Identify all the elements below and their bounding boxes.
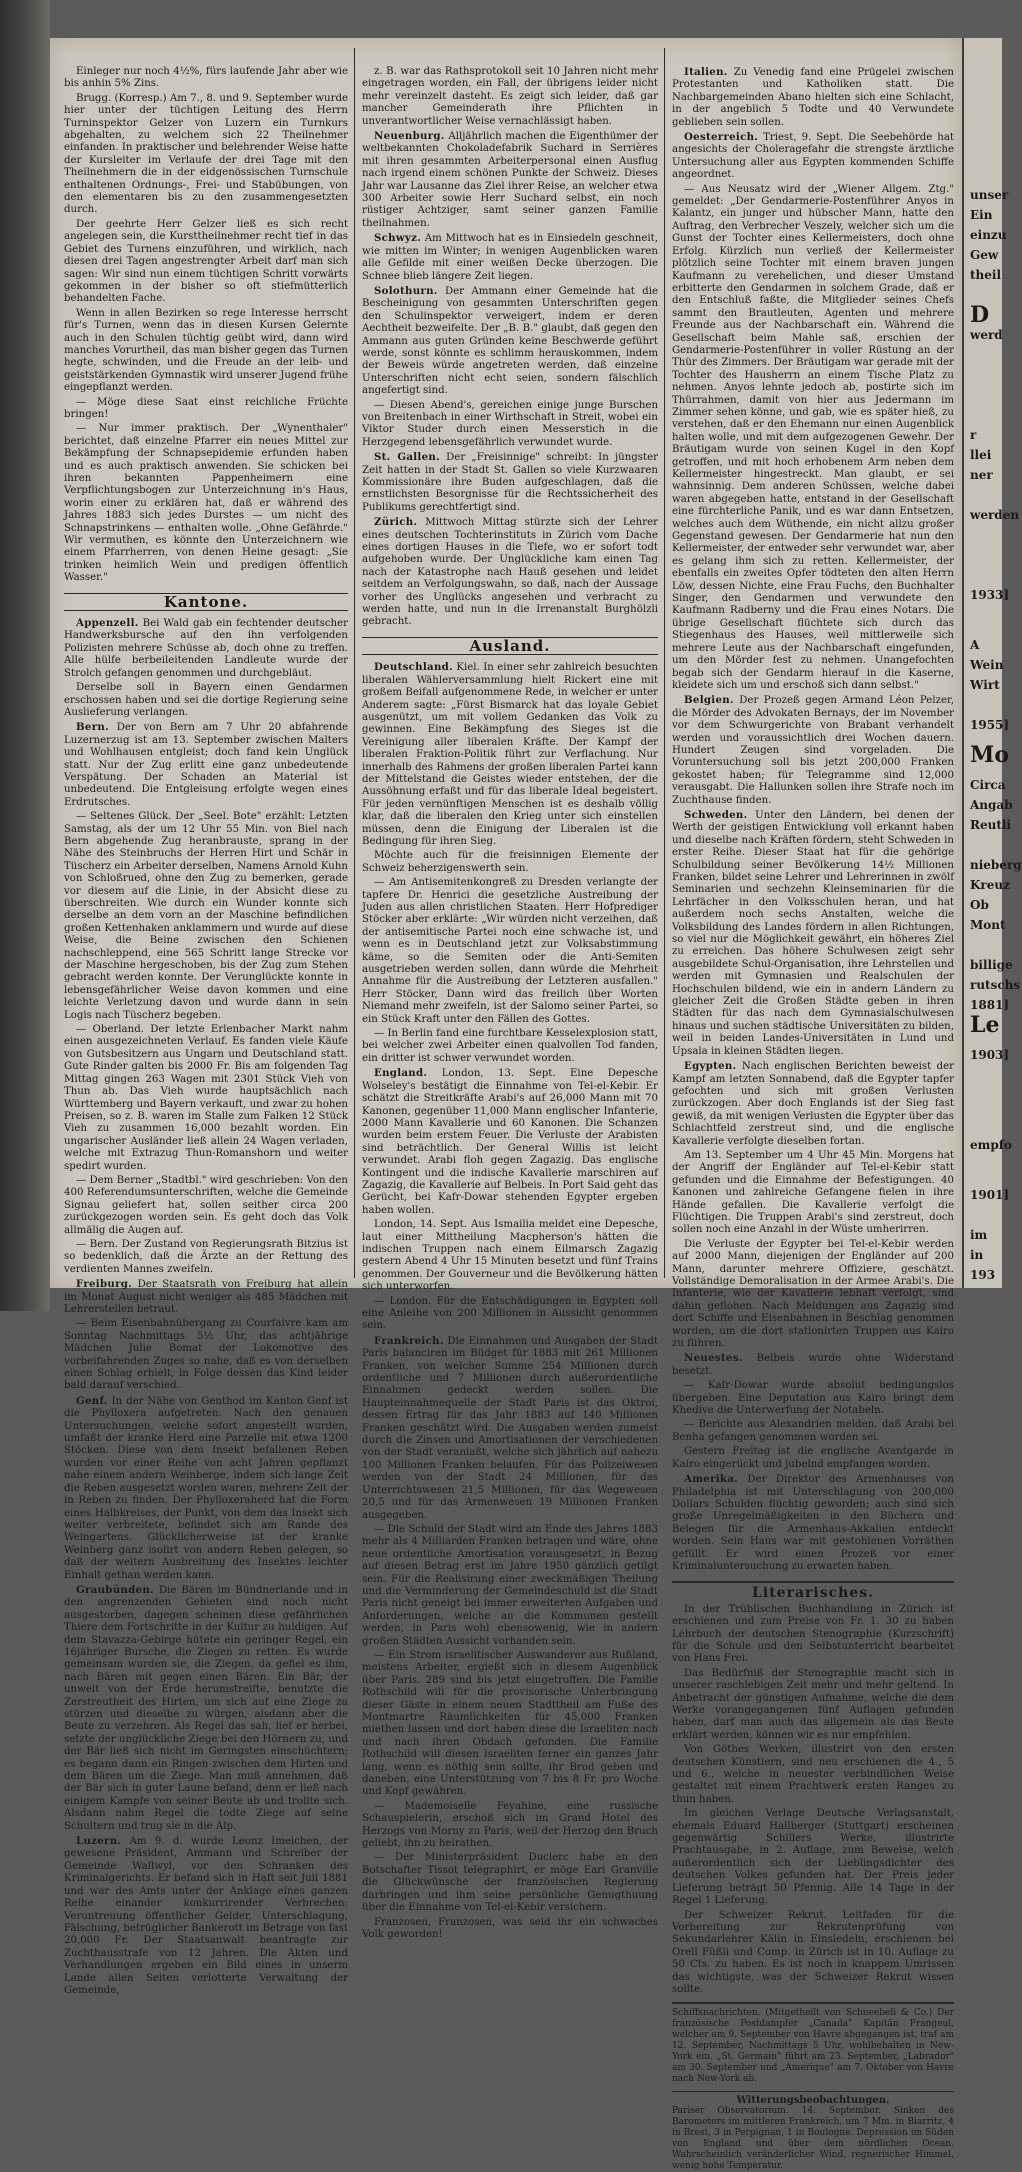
- article-text: z. B. war das Rathsprotokoll seit 10 Jahren nicht mehr eingetragen worden, ein Fall, der übrigens leider nicht mehr vereinzelt dasteht. Es zeigt sich leider, daß gar mancher Gemeinderath ihre Pflichten in unverantwortlicher Weise vernachlässigt haben.: [362, 66, 658, 127]
- article-paragraph: [64, 93, 348, 217]
- article-paragraph: [672, 1352, 954, 1378]
- article-paragraph: [362, 1067, 658, 1217]
- adjacent-page-fragment: unser: [970, 188, 1009, 202]
- article-paragraph: [362, 850, 658, 875]
- article-text: Der Staatsrath von Freiburg hat allein im Monat August nicht weniger als 485 Mädchen mit Lehrerstellen betraut.: [64, 1279, 348, 1315]
- article-paragraph: [672, 694, 954, 807]
- article-paragraph: [64, 682, 348, 719]
- article-text: Am Mittwoch hat es in Einsiedeln geschneit, wie mitten im Winter; in wenigen Augenblicken waren alle Gefilde mit einer weißen Decke überzogen. Die Schnee blieb längere Zeit liegen.: [362, 233, 658, 282]
- article-text: Möchte auch für die freisinnigen Elemente der Schweiz beherzigenswerth sein.: [362, 850, 658, 874]
- article-paragraph: [672, 131, 954, 182]
- adjacent-page-fragment: 1901]: [970, 1188, 1010, 1202]
- article-paragraph: [672, 1808, 954, 1907]
- adjacent-page-fragment: Le: [970, 1012, 1000, 1038]
- article-dateline: Schweden.: [684, 808, 748, 821]
- article-paragraph: [672, 809, 954, 1058]
- article-paragraph: [672, 1668, 954, 1742]
- adjacent-page-fragment: 1881]: [970, 998, 1010, 1012]
- article-text: Triest, 9. Sept. Die Seebehörde hat angesichts der Choleragefahr die strengste ärztliche Untersuchung aller aus Egypten kommenden Schiffe angeordnet.: [672, 132, 954, 181]
- article-dateline: Schwyz.: [374, 232, 422, 245]
- article-text: — Seltenes Glück. Der „Seel. Bote" erzählt: Letzten Samstag, als der um 12 Uhr 55 Min. von Biel nach Bern abgehende Zug heranbrauste, sprang in der Nähe des Steinbruchs der Herren Hirt und Schär in Tüscherz ein Arbeiter derselben, Namens Arnold Kuhn von Schloßrued, ohne den Zug zu bemerken, gerade vor diesem auf die Linie, in der Absicht diese zu überschreiten. Wie durch ein Wunder konnte sich derselbe an dem vorn an der Maschine befindlichen großen Kettenhaken anklammern und wurde auf diese Weise, die Beine zwischen den Schienen nachschleppend, eine 565 Schritt lange Strecke vor der Maschine hergeschoben, bis der Zug zum Stehen gebracht werden konnte. Der Verunglückte konnte in lebensgefährlicher Weise davon kommen und eine leichte Verletzung davon und wurde dann in sein Logis nach Tüscherz begeben.: [64, 811, 348, 1021]
- article-text: Die Bären im Bündnerlande und in den angrenzenden Gebieten sind noch nicht ausgestorben, dagegen scheinen diese gefährlichen Thiere dem Fortschritte in der Kultur zu huldigen. Auf dem Stavazza-Gebirge hütete ein geringer Regel, ein 16jähriger Bursche, die Ziegen zu retten. Es wurde gemeinsam wurden sie, die Ziegen, da gefiel es ihm, nach Bären mit gegen einen Bären. Ein Bär, der unweit von der Erde herumstreifte, benutzte die Zerstreutheit des Hirten, um sich auf eine Ziege zu stürzen und dieselbe zu würgen, alsdann aber die Beute zu verzehren. Als Regel das sah, lief er herbei, setzte der unglückliche Ziege bei den Hörnern zu, und der Bär ließ sich nicht im Geringsten einschüchtern; es begann dann ein Ringen zwischen dem Hirten und dem Bären um die Ziege. Man muß annehmen, daß der Bär sich in guter Laune befand, denn er ließ nach einigem Kampfe von seiner Beute ab und trollte sich. Alsdann nahm Regel die todte Ziege auf seine Schultern und trug sie in die Alp.: [64, 1584, 348, 1832]
- adjacent-page-fragment: theil: [970, 268, 1002, 282]
- adjacent-page-fragment: werd: [970, 328, 1003, 342]
- article-paragraph: [64, 397, 348, 422]
- article-dateline: Genf.: [76, 1394, 108, 1407]
- article-paragraph: [672, 1380, 954, 1417]
- article-paragraph: [64, 219, 348, 306]
- article-text: — Die Schuld der Stadt wird am Ende des Jahres 1883 mehr als 4 Milliarden Franken betragen und wäre, ohne neue ordentliche Amortisation vorausgesetzt, in Bezug auf diesen Betrag erst im Jahre 1950 gänzlich getilgt sein. Für die Realisirung einer zweckmäßigen Theilung und die Verminderung der Gemeindeschuld ist die Stadt Paris nicht geneigt bei immer erweiterten Aufgaben und Anforderungen, welche an die Kommunen gestellt werden, in Paris wohl ebensowenig, wie in andern großen Städten Aussicht vorhanden sein.: [362, 1523, 658, 1647]
- article-text: Der „Freisinnige" schreibt: In jüngster Zeit hatten in der Stadt St. Gallen so viele Kurzwaaren Kommissionäre ihre Buden aufgeschlagen, daß die ernstlichsten Besorgnisse für die Rechtssicherheit des Publikums gerechtfertigt sind.: [362, 452, 658, 513]
- article-paragraph: [362, 1219, 658, 1293]
- article-paragraph: [362, 1917, 658, 1942]
- adjacent-page-fragment: im: [970, 1228, 988, 1242]
- article-paragraph: [362, 1852, 658, 1914]
- weather-report: [672, 2091, 954, 2172]
- article-paragraph: [64, 1175, 348, 1237]
- article-dateline: St. Gallen.: [374, 451, 440, 464]
- article-text: Einleger nur noch 4½%, fürs laufende Jahr aber wie bis anhin 5% Zins.: [64, 66, 348, 90]
- article-text: Am 9. d. wurde Leonz Imeichen, der gewesene Präsident, Ammann und Schreiber der Gemeinde Wallwyl, vor den Schranken des Kriminalgerichts. Er befand sich in Haft seit Juli 1881 und war des Amts unter der Anklage eines ganzen Reihe einander konkurrirender Verbrechen: Veruntreuung öffentlicher Gelder, Unterschlagung, Fälschung, betrüglicher Bankerott im Betrage von fast 20,000 Fr. Der Staatsanwalt beantragte zur Zuchthausstrafe von 12 Jahren. Die Akten und Verhandlungen ergeben ein Bild eines in unserm Lande allen Seiten verlotterte Verwaltung der Gemeinde,: [64, 1836, 348, 1996]
- article-paragraph: [672, 1419, 954, 1444]
- article-text: Der Prozeß gegen Armand Léon Pelzer, die Mörder des Advokaten Bernays, der im November vor dem Schwurgerichte von Brabant verhandelt werden und voraussichtlich drei Wochen dauern. Hundert Zeugen sind vorgeladen. Die Voruntersuchung soll bis jetzt 200,000 Franken gekostet haben; für Telegramme sind 12,000 verausgabt. Die Hallunken sollen ihre Strafe noch im Zuchthause finden.: [672, 695, 954, 806]
- article-paragraph: [64, 721, 348, 809]
- article-text: — In Berlin fand eine furchtbare Kesselexplosion statt, bei welcher zwei Arbeiter einen qualvollen Tod fanden, ein dritter ist schwer verwundet worden.: [362, 1028, 658, 1064]
- article-text: Im gleichen Verlage Deutsche Verlagsanstalt, ehemals Eduard Hallberger (Stuttgart) erscheinen gegenwärtig Schillers Werke, illustrirte Prachtausgabe, in 2. Auflage, zum Beweise, welch außerordentlich sich der Lieblingsdichter des deutschen Volkes gefunden hat. Der Preis jeder Lieferung beträgt 50 Pfennig. Alle 14 Tage in der Regel 1 Lieferung.: [672, 1808, 954, 1907]
- article-paragraph: [64, 1239, 348, 1276]
- article-paragraph: [672, 1150, 954, 1237]
- article-paragraph: [362, 130, 658, 230]
- adjacent-page-fragment: 1933]: [970, 588, 1010, 602]
- adjacent-page-fragment: D: [970, 302, 990, 328]
- article-paragraph: [672, 1473, 954, 1573]
- article-paragraph: [362, 400, 658, 450]
- article-paragraph: [672, 66, 954, 129]
- article-paragraph: [64, 308, 348, 395]
- adjacent-page-fragment: rutschs: [970, 978, 1021, 992]
- article-dateline: Egypten.: [684, 1060, 737, 1073]
- article-dateline: Amerika.: [684, 1473, 739, 1486]
- article-paragraph: [362, 232, 658, 283]
- adjacent-page-fragment: Kreuz: [970, 878, 1010, 892]
- article-text: Das Bedürfniß der Stenographie macht sich in unserer raschlebigen Zeit mehr und mehr geltend. In Anbetracht der günstigen Aufnahme, welche die dem Werke vorangegangenen fünf Auflagen gefunden haben, darf man auch das allgemein als das Beste erklärt werden, können wir es nur empfehlen.: [672, 1667, 954, 1741]
- adjacent-page-fragment: Mo: [970, 742, 1010, 768]
- article-dateline: Graubünden.: [76, 1583, 154, 1596]
- article-text: — Möge diese Saat einst reichliche Früchte bringen!: [64, 396, 348, 420]
- column-rule: [664, 48, 665, 1278]
- column-1: [64, 66, 348, 1996]
- article-dateline: Appenzell.: [76, 617, 139, 630]
- adjacent-page-fragment: 1955]: [970, 718, 1010, 732]
- adjacent-page-fragment: in: [970, 1248, 984, 1262]
- article-dateline: England.: [374, 1067, 428, 1080]
- column-3-paragraphs: [672, 66, 954, 1573]
- adjacent-page-fragment: llei: [970, 448, 992, 462]
- column-rule: [354, 48, 355, 1278]
- shipping-news: Schiffsnachrichten. (Mitgetheilt von Schneebeli & Co.) Der französische Postdampfer „Canada" Kapitän Frangeul, welcher am 9. September von Havre abgegangen ist, traf am 12. September, Nachmittags 5 Uhr, wohlbehalten in New-York ein. „St. Germain" führt am 23. September, „Labrador" am 30. September und „Amerique" am 7. Oktober von Havre nach New-York ab.: [672, 2002, 954, 2085]
- article-text: — Bern. Der Zustand von Regierungsrath Bitzius ist so bedenklich, daß die Ärzte an der Rettung des verdienten Mannes zweifeln.: [64, 1238, 348, 1275]
- article-paragraph: [64, 1584, 348, 1833]
- article-paragraph: [362, 451, 658, 514]
- article-paragraph: [362, 66, 658, 128]
- article-paragraph: [64, 423, 348, 584]
- article-paragraph: [672, 1060, 954, 1148]
- article-paragraph: [64, 66, 348, 91]
- article-text: Die Einnahmen und Ausgaben der Stadt Paris balanciren im Büdget für 1883 mit 261 Millionen Franken, von welcher Summe 254 Millionen durch ordentliche und 7 Millionen durch außerordentliche Einnahmen gedeckt werden sollen. Die Haupteinnahmequelle der Stadt Paris ist das Oktroi, dessen Ertrag für das Jahr 1883 auf 140 Millionen Franken geschätzt wird. Die Ausgaben werden zumeist durch die Zinsen und Amortisationen der verschiedenen von der Stadt veranlaßt, welche sich jährlich auf nahezu 100 Millionen Franken belaufen. Für das Polizeiwesen werden von der Stadt 24 Millionen, für das Unterrichtswesen 21,5 Millionen, für das Wegewesen 20,5 und für das Armenwesen 19 Millionen Franken ausgegeben.: [362, 1335, 658, 1521]
- adjacent-page-fragment: Wirt: [970, 678, 1000, 692]
- adjacent-page-fragment: Mont: [970, 918, 1006, 932]
- article-paragraph: [362, 1296, 658, 1333]
- article-dateline: Frankreich.: [374, 1334, 444, 1347]
- article-text: Mittwoch Mittag stürzte sich der Lehrer eines deutschen Tochterinstituts in Zürich vom Dache eines dortigen Hauses in die Tiefe, wo er sofort todt aufgehoben wurde. Der Unglückliche kam einen Tag nach der Katastrophe nach Hauß gesehen und leidet seitdem an Verfolgungswahn, so daß, nach der Aussage vorher des Unglücks angesehen und verbracht zu werden hatte, und nun in die Irrenanstalt Burghölzli gebracht.: [362, 517, 659, 628]
- adjacent-page-fragment: Circa: [970, 778, 1006, 792]
- article-paragraph: [64, 617, 348, 680]
- article-dateline: Zürich.: [374, 516, 418, 529]
- article-text: London, 13. Sept. Eine Depesche Wolseley's bestätigt die Einnahme von Tel-el-Kebir. Er schätzt die Streitkräfte Arabi's auf 26,000 Mann mit 70 Kanonen, gegenüber 11,000 Mann englischer Infanterie, 2000 Mann Kavallerie und 60 Kanonen. Die Schanzen wurden beim erstem Feuer. Die Verluste der Arabisten sind beträchtlich. Der General Willis ist leicht verwundet. Arabi floh gegen Zagazig. Das englische Kontingent und die indische Kavallerie marschiren auf Zagazig, die Kavallerie auf Belbeis. In Port Said geht das Gerücht, bei Kafr-Dowar stehenden Egypter ergeben haben wollen.: [362, 1068, 658, 1216]
- article-text: Bei Wald gab ein fechtender deutscher Handwerksbursche auf den ihn verfolgenden Polizisten mehrere Schüsse ab, doch ohne zu treffen. Alle hülfe berbeileitenden Landleute wurde der Strolch gefangen genommen und durchgebläut.: [64, 618, 348, 679]
- adjacent-page-fragment: nieberg: [970, 858, 1022, 872]
- article-dateline: Luzern.: [76, 1835, 122, 1848]
- article-paragraph: [64, 1278, 348, 1316]
- article-paragraph: [64, 1395, 348, 1582]
- article-paragraph: [362, 285, 658, 398]
- article-paragraph: [64, 1835, 348, 1997]
- article-text: Franzosen, Franzosen, was seid ihr ein schwaches Volk geworden!: [362, 1916, 658, 1940]
- article-dateline: Oesterreich.: [684, 131, 759, 144]
- article-text: Gestern Freitag ist die englische Avantgarde in Kairo eingerückt und jubelnd empfangen worden.: [672, 1446, 954, 1470]
- article-text: Belbeis wurde ohne Widerstand besetzt.: [672, 1353, 954, 1377]
- column-2: [362, 66, 659, 1940]
- article-paragraph: [362, 661, 658, 848]
- weather-title: Witterungsbeobachtungen.: [736, 2095, 890, 2107]
- article-text: Zu Venedig fand eine Prügelei zwischen Protestanten und Katholiken statt. Die Nachbargemeinden Abano hielten sich eine Schlacht, in der angeblich 5 Todte und 40 Verwundete geblieben sein sollen.: [672, 67, 954, 128]
- article-text: — Am Antisemitenkongreß zu Dresden verlangte der tapfere Dr. Henrici die gesetzliche Austreibung der Juden aus allen christlichen Staaten. Herr Hofprediger Stöcker aber erklärte: „Wir würden nicht verzeihen, daß der antisemitische Partei noch eine schwache ist, und wenn es in Deutschland jetzt zur Volksabstimmung käme, so die Semiten oder die Anti-Semiten ausgetrieben werden sollen, dann würde die Mehrheit Annahme für die Austreibung der Letzteren ausfallen." Herr Stöcker, Dann wird das freilich über Worten Niemand mehr zweifeln, ist der Salomo seiner Partei, so ein Stück Kraft unter den Fällen des Gottes.: [362, 877, 658, 1025]
- adjacent-page-edge: [962, 38, 1022, 1288]
- adjacent-page-fragment: billige: [970, 958, 1013, 972]
- adjacent-page-fragment: Ein: [970, 208, 993, 222]
- article-text: Von Göthes Werken, illustrirt von den ersten deutschen Künstlern, sind neu erschienen die 4., 5 und 6., welche in neuester verbindlichen Weise gestaltet mit einem Prachtwerk ersten Ranges zu thun haben.: [672, 1744, 954, 1805]
- article-text: Nach englischen Berichten beweist der Kampf am letzten Sonnabend, daß die Egypter tapfer gefochten und sich mit großen Verlusten zurückzogen. Aber doch Englands ist der Sieg fast gewiß, da mit wenigen Verlusten die Egypter über das Schlachtfeld zerstreut sind, und die englische Kavallerie verfolgte dieselben fortan.: [672, 1061, 954, 1147]
- article-text: London, 14. Sept. Aus Ismailia meldet eine Depesche, laut einer Mittheilung Macpherson's hätten die indischen Truppen nach einem Eilmarsch Zagazig gestern Abend 4 Uhr 15 Minuten besetzt und fünf Trains genommen. Der Gouverneur und die Bevölkerung hätten sich unterworfen.: [362, 1219, 658, 1293]
- article-paragraph: [672, 1239, 954, 1351]
- adjacent-page-fragment: einzu: [970, 228, 1007, 242]
- article-text: — Beim Eisenbahnübergang zu Courfaivre kam am Sonntag Nachmittags 5½ Uhr, das achtjährige Mädchen Julie Bomat der Lokomotive des vorbeifahrenden Zuges so nahe, daß es von derselben einen Schlag erhielt, in Folge dessen das Kind leider bald darauf verschied.: [64, 1318, 348, 1392]
- article-dateline: Solothurn.: [374, 284, 438, 297]
- article-paragraph: [672, 1910, 954, 1997]
- article-paragraph: [672, 184, 954, 693]
- article-text: In der Nähe von Genthod im Kanton Genf ist die Phylloxera aufgetreten. Nach den genauen Untersuchungen, welche sofort angestellt wurden, umfaßt der kranke Herd eine Parzelle mit etwa 1200 Stöcken. Diese von dem Insekt befallenen Reben wurden vor einer Reihe von acht Jahren gepflanzt nahe einem andern Weinberge, indem sich lange Zeit die Reben ausgesetzt worden waren, mehrere Zeit der in Reben zu finden. Der Phylloxeraherd hat die Form eines Halbkreises, der Punkt, von dem das Insekt sich weiter verbreitete, befindet sich am Rande des Weingartens. Glücklicherweise ist der kranke Weinberg ganz isolirt von andern Reben gelegen, so daß der weitern Ausbreitung des Insektes leichter Einhalt gethan werden kann.: [64, 1395, 348, 1581]
- article-paragraph: [362, 1524, 658, 1648]
- article-text: Der Direktor des Armenhauses von Philadelphia ist mit Unterschlagung von 200,000 Dollars Schulden flüchtig geworden; auch sind sich große Unregelmäßigkeiten in den Büchern und Belegen für die Armenhaus-Akkalien entdeckt worden. Sein Haus war mit gestohlenen Vorräthen gefüllt. Er wird einen Prozeß vor einer Kriminaluntersuchung zu erwarten haben.: [672, 1474, 954, 1572]
- article-dateline: Belgien.: [684, 694, 734, 707]
- literarisches-articles: [672, 1604, 954, 1997]
- article-dateline: Deutschland.: [374, 661, 453, 674]
- article-paragraph: [362, 1801, 658, 1851]
- article-paragraph: [64, 811, 348, 1022]
- adjacent-page-fragment: Angab: [970, 798, 1013, 812]
- article-text: Der Ammann einer Gemeinde hat die Bescheinigung von gesammten Unterschriften gegen den Schulinspektor verweigert, indem er deren Aechtheit bezweifelte. Der „B. B." glaubt, daß gegen den Ammann aus guten Gründen keine Beschwerde geführt werde, sonst könnte es schlimm herauskommen, indem der Beweis würde angetreten werden, daß einzelne Unterschriften nicht echt seien, sondern fälschlich angefertigt sind.: [362, 285, 658, 397]
- weather-text: Pariser Observatorium. 14. September. Sinken des Barometers im mittleren Frankreich, um 7 Mm. in Biarritz, 4 in Brest, 3 in Perpignan, 1 in Boulogne. Depression im Süden von England und über dem nördlichen Ocean. Wahrscheinlich veränderlicher Wind, regnerischer Himmel, wenig hohe Temperatur.: [672, 2106, 954, 2172]
- article-text: — Aus Neusatz wird der „Wiener Allgem. Ztg." gemeldet: „Der Gendarmerie-Postenführer Anyos in Kalantz, ein junger und hübscher Mann, hatte den Auftrag, den Verbrecher Veszely, welcher sich um die Gunst der Tochter eines Kellermeisters, doch ohne Erfolg. Kürzlich nun verließ der Kellermeister plötzlich seine Tochter mit einem braven jungen Kaufmann zu verehelichen, und dieser Umstand erbitterte den Gendarmen in solchem Grade, daß er den Entschluß faßte, die Mitglieder seines Chefs sammt den Brautleuten, Agenten und mehrere Freunde aus der Nachbarschaft ein. Während die Gesellschaft beim Mahle saß, erschien der Gendarmerie-Postenführer in voller Rüstung an der Thür des Zimmers. Der Bräutigam war gerade mit der Tochter des Hausherrn an einem Tische Platz zu nehmen. Anyos lehnte jedoch ab, postirte sich im Thürrahmen, damit von hier aus Jedermann im Zimmer sehen könne, und gab, wie es später hieß, zu verstehen, daß er den Ehemann nur einen Augenblick halten wolle, und mit dem aufgezogenen Gewehr. Der Bräutigam wurde von seinen Kugel in den Kopf getroffen, und mit hoch erhobenem Arm neben dem Kellermeister hingestreckt. Man glaubt, er sei wahnsinnig. Dem anderen Schüssen, welche dabei waren abgegeben hatte, entstand in der Gesellschaft eine fürchterliche Panik, und es war dann Entsetzen, welches auch dem Wüthende, ein nicht allzu großer Gegenstand gewesen. Der Gendarmerie hat nun den Kellermeister, der entweder sehr verwundet war, aber es gelang ihm sich zu retten. Kellermeister, der ebenfalls ein zweites Opfer tödteten den alten Herrn Löw, dessen Nichte, eine Frau Fuchs, den Buchhalter Singer, den Gendarmen und verwundete den Kaufmann Radberny und die Frau eines Notars. Die übrige Gesellschaft flüchtete sich durch das Stiegenhaus des Hauses, weil mittlerweile sich mehrere Leute aus der Nachbarschaft eingefunden, um den Mörder fest zu nehmen. Unangefochten begab sich der Gendarm hierauf in die Kaserne, kleidete sich um und erschoß sich dann selbst.": [672, 183, 954, 691]
- article-text: Der geehrte Herr Gelzer ließ es sich recht angelegen sein, die Kursttheilnehmer recht tief in das Gebiet des Turnens einzuführen, und wirklich, nach diesen drei Tagen angestrengter Arbeit darf man sich sagen: Wir sind nun einem tüchtigen Schritt vorwärts gekommen in der bisher so oft stiefmütterlich behandelten Fache.: [64, 218, 348, 305]
- article-text: Der von Bern am 7 Uhr 20 abfahrende Luzernerzug ist am 13. September zwischen Malters und Wohlhausen entgleist; doch fand kein Unglück statt. Nur der Zug erlitt eine ganz unbedeutende Verspätung. Der Schaden an Material ist unbedeutend. Die Entgleisung erfolgte wegen eines Erdrutsches.: [64, 722, 348, 808]
- book-spine: [0, 0, 50, 1311]
- kantone-articles: [64, 617, 348, 1997]
- adjacent-page-fragment: r: [970, 428, 977, 442]
- ausland-articles: [362, 661, 658, 1941]
- adjacent-page-fragment: empfo: [970, 1138, 1012, 1152]
- article-text: — Diesen Abend's, gereichen einige junge Burschen von Breitenbach in einer Wirthschaft in Streit, wobei ein Viktor Studer durch einen Messerstich in die Herzgegend lebensgefährlich verwundet wurde.: [362, 399, 658, 448]
- article-text: Wenn in allen Bezirken so rege Interesse herrscht für's Turnen, wenn das in diesen Kursen Gelernte auch in den Schulen tüchtig geübt wird, dann wird manches Vorurtheil, das man bisher gegen das Turnen hegte, schwinden, und die Freude an der leib- und geiststärkenden Gymnastik wird unserer Jugend frühe eingepflanzt werden.: [64, 307, 348, 394]
- column-2-paragraphs: [362, 66, 658, 629]
- adjacent-page-fragment: Ob: [970, 898, 989, 912]
- article-text: Kiel. In einer sehr zahlreich besuchten liberalen Wählerversammlung hielt Rickert eine mit großem Beifall aufgenommene Rede, in welcher er unter Anderem sagte: „Fürst Bismarck hat das loyale Gebiet ausgenützt, um mit vollem Gedanken das Volk zu gewinnen. Eine Bekämpfung des Sieges ist die Vereinigung aller liberalen Kräfte. Der Kampf der liberalen Fraktion-Politik führt zur Verflachung. Nur innerhalb des Rahmens der großen liberalen Partei kann der Mittelstand die Geistes wieder entstehen, der die Aussöhnung erfaßt und für das liberale Ideal begeistert. Für jeden vernünftigen Menschen ist es deshalb völlig klar, daß die liberalen den Krieg unter sich einstellen müssen, denn die Einigung der Liberalen ist die Bedingung für ihren Sieg.: [362, 662, 658, 847]
- article-text: — Dem Berner „Stadtbl." wird geschrieben: Von den 400 Referendumsunterschriften, welche die Gemeinde Signau geliefert hat, sollen seither circa 200 zurückgezogen worden sein. Es geht doch das Volk allmälig die Augen auf.: [64, 1174, 348, 1236]
- adjacent-page-fragment: 1903]: [970, 1048, 1010, 1062]
- article-paragraph: [672, 1744, 954, 1806]
- column-1-paragraphs: [64, 66, 348, 585]
- article-text: Alljährlich machen die Eigenthümer der weltbekannten Chokoladefabrik Suchard in Serrières mit ihren gesammten Arbeiterpersonal einen Ausflug nach irgend einem schönen Punkte der Schweiz. Dieses Jahr war Lausanne das Ziel ihrer Reise, an welcher etwa 300 Arbeiter sowie Herr Suchard selbst, ein noch rüstiger Achtziger, samt seiner ganzen Familie theilnahmen.: [362, 131, 658, 229]
- column-3: [672, 66, 954, 2172]
- adjacent-page-fragment: A: [970, 638, 980, 652]
- article-dateline: Neuenburg.: [374, 130, 445, 143]
- article-paragraph: [362, 1028, 658, 1065]
- article-text: — Der Ministerpräsident Duclerc habe an den Botschafter Tissot telegraphirt, er möge Earl Granville die Glückwünsche der französischen Regierung darbringen und ihm seine persönliche Genugthuung über die Einnahme von Tel-el-Kebir versichern.: [362, 1852, 658, 1914]
- article-text: Am 13. September um 4 Uhr 45 Min. Morgens hat der Angriff der Engländer auf Tel-el-Kebir statt gefunden und die Einnahme der Befestigungen. 40 Kanonen und zahlreiche Gefangene fielen in ihre Hände gefallen. Die Kavallerie verfolgt die Flüchtigen. Die Truppen Arabi's sind zerstreut, doch sollen noch eine Anzahl in der Wüste umherirren.: [672, 1149, 954, 1236]
- article-text: — Nur immer praktisch. Der „Wynenthaler" berichtet, daß einzelne Pfarrer ein neues Mittel zur Bekämpfung der Schnapsepidemie erfunden haben und es auch praktisch anwenden. Sie schicken bei ihren bekannten Pappenheimern eine Verpflichtungsbogen zur Unterzeichnung in's Haus, worin einer zu erklären hat, daß er während des Jahres 1883 sich jedes Durstes — um nicht des Schnapstrinkens — enthalten wolle. „Ohne Gefährde." Wir vermuthen, es könnte den Unterzeichnern wie einem Pfarrherren, von denen Heine gesagt: „Sie trinken heimlich Wein und predigen öffentlich Wasser.": [64, 423, 348, 584]
- article-text: — Berichte aus Alexandrien melden, daß Arabi bei Benha gefangen genommen worden sei.: [672, 1419, 954, 1443]
- article-dateline: Bern.: [76, 721, 109, 734]
- article-paragraph: [362, 1335, 658, 1522]
- section-heading-ausland: Ausland.: [362, 637, 658, 655]
- article-text: Unter den Ländern, bei denen der Werth der geistigen Entwicklung voll erkannt haben und dieselbe nach Kräften fördern, steht Schweden in erster Reihe. Dieser Staat hat für die gehörige Schulbildung seiner Bevölkerung 14½ Millionen Franken, bildet seine Lehrer und Lehrerinnen in zwölf Seminarien und sechzehn Kleinseminarien für die Lehrfächer in den Volksschulen heran, und hat außerdem noch sechs Anstalten, welche die Volksbildung des Landes fördern in allen Richtungen, so viel nur die Möglichkeit gewährt, ein höheres Ziel zu erreichen. Das höhere Schulwesen zeigt sehr ausgebildete Schul-Organisation, ihre Lehrstellen und werden mit Gymnasien und Realschulen der Hochschulen bildend, wie ein in andern Ländern zu gleicher Zeit die Großen Städte geben in ihren Städten für das nach dem Gymnasialschulwesen hinaus und suchen städtische Universitäten zu bilden, weil in beiden Landes-Universitäten in Lund und Upsala in kleinen Städten liegen.: [672, 809, 954, 1057]
- article-paragraph: [362, 1650, 658, 1799]
- article-text: — Kafr-Dowar wurde absolut bedingungslos übergeben. Eine Deputation aus Kairo bringt dem Khedive die Unterwerfung der Notabeln.: [672, 1380, 954, 1417]
- article-paragraph: [362, 877, 658, 1026]
- newspaper-page: [50, 38, 962, 2172]
- article-paragraph: [64, 1318, 348, 1392]
- article-text: — Mademoiselle Feyahine, eine russische Schauspielerin, erschoß sich im Grand Hotel des Herzogs von Morny zu Paris, weil der Herzog den Bruch geliebt, ihn zu heirathen.: [362, 1800, 658, 1850]
- article-paragraph: [64, 1024, 348, 1173]
- article-text: — Ein Strom israelitischer Auswanderer aus Rußland, meistens Arbeiter, ergießt sich in diesem Augenblick über Paris. 289 sind bis jetzt eingetroffen. Die Familie Rothschild will für die provisorische Unterbringung dieser Gäste in einem neuen Stadttheil am Fuße des Montmartre Räumlichkeiten für 45,000 Franken miethen lassen und dort haben diese die Israeliten nach und nach ihren Obdach gefunden. Die Familie Rothschild will diesen Israeliten ferner ein ganzes Jahr lang, wenn es nöthig sein sollte, ihr Brod geben und daneben, eine Unterstützung von 7 bis 8 Fr. pro Woche und Kopf gewähren.: [362, 1649, 658, 1798]
- adjacent-page-fragment: Reutli: [970, 818, 1011, 832]
- article-text: — Oberland. Der letzte Erlenbacher Markt nahm einen ausgezeichneten Verlauf. Es fanden viele Käufe von Gutsbesitzern aus Ungarn und Deutschland statt. Gute Rinder galten bis 2000 Fr. Bis am folgenden Tag Mittag gingen 263 Wagen mit 2301 Stück Vieh von Thun ab. Das Vieh wurde hauptsächlich nach Württemberg und Bayern verkauft, und zwar zu hohen Preisen, so z. B. waren im Stalle zum Falken 12 Stück Vieh zu zusammen 16,000 bezahlt worden. Ein ungarischer Ausländer ließ allein 24 Wagen verladen, welche mit Extrazug Thun-Romanshorn und weiter spedirt wurden.: [64, 1024, 348, 1172]
- adjacent-page-fragment: 193: [970, 1268, 996, 1282]
- article-paragraph: [672, 1604, 954, 1666]
- article-paragraph: [362, 516, 658, 629]
- section-heading-kantone: Kantone.: [64, 593, 348, 611]
- adjacent-page-fragment: ner: [970, 468, 993, 482]
- article-dateline: Neuestes.: [684, 1352, 743, 1365]
- article-dateline: Freiburg.: [76, 1278, 133, 1291]
- adjacent-page-fragment: Wein: [970, 658, 1004, 672]
- article-paragraph: [672, 1446, 954, 1471]
- article-text: Der Schweizer Rekrut. Leitfaden für die Vorbereitung zur Rekrutenprüfung von Sekundarlehrer Kälin in Einsiedeln, erschienen bei Orell Füßli und Comp. in Zürich ist in 10. Auflage zu 50 Cts. zu haben. Es ist noch in knappem Umrissen das wichtigste, was der Schweizer Rekrut wissen sollte.: [672, 1909, 954, 1995]
- article-text: Derselbe soll in Bayern einen Gendarmen erschossen haben und sei die dortige Regierung seine Auslieferung verlangen.: [64, 682, 348, 718]
- article-text: In der Trüblischen Buchhandlung in Zürich ist erschienen und zum Preise von Fr. 1. 30 zu haben Lehrbuch der deutschen Stenographie (Kurzschrift) für die Schule und den Selbstunterricht bearbeitet von Hans Frei.: [672, 1603, 954, 1665]
- article-text: — London. Für die Entschädigungen in Egypten soll eine Anleihe von 200 Millionen in Aussicht genommen sein.: [362, 1295, 658, 1332]
- adjacent-page-fragment: werden: [970, 508, 1020, 522]
- adjacent-page-fragment: Gew: [970, 248, 999, 262]
- section-heading-literarisches: Literarisches.: [672, 1581, 954, 1599]
- article-text: Brugg. (Korresp.) Am 7., 8. und 9. September wurde hier unter der tüchtigen Leitung des Herrn Turninspektor Gelzer von Luzern ein Turnkurs abgehalten, zu welchem sich 22 Theilnehmer einfanden. In praktischer und belehrender Weise hatte der Kursleiter im Verlaufe der drei Tage mit den Theilnehmern die in der eidgenössischen Turnschule enthaltenen Ordnungs-, Frei- und Stabübungen, von den elementaren bis zu den zusammengesetzten durch.: [64, 92, 348, 216]
- article-dateline: Italien.: [684, 66, 728, 78]
- article-text: Die Verluste der Egypter bei Tel-el-Kebir werden auf 2000 Mann, diejenigen der Engländer auf 200 Mann, darunter mehrere Offiziere, geschätzt. Vollständige Demoralisation in der Armee Arabi's. Die Infanterie, wie der Kavallerie lebhaft verfolgt, sind dahin geflohen. Nach Meldungen aus Zagazig sind dort Schiffe und Eisenbahnen in Beschlag genommen worden, um die dort stationirten Truppen aus Kairo zu führen.: [672, 1238, 954, 1350]
